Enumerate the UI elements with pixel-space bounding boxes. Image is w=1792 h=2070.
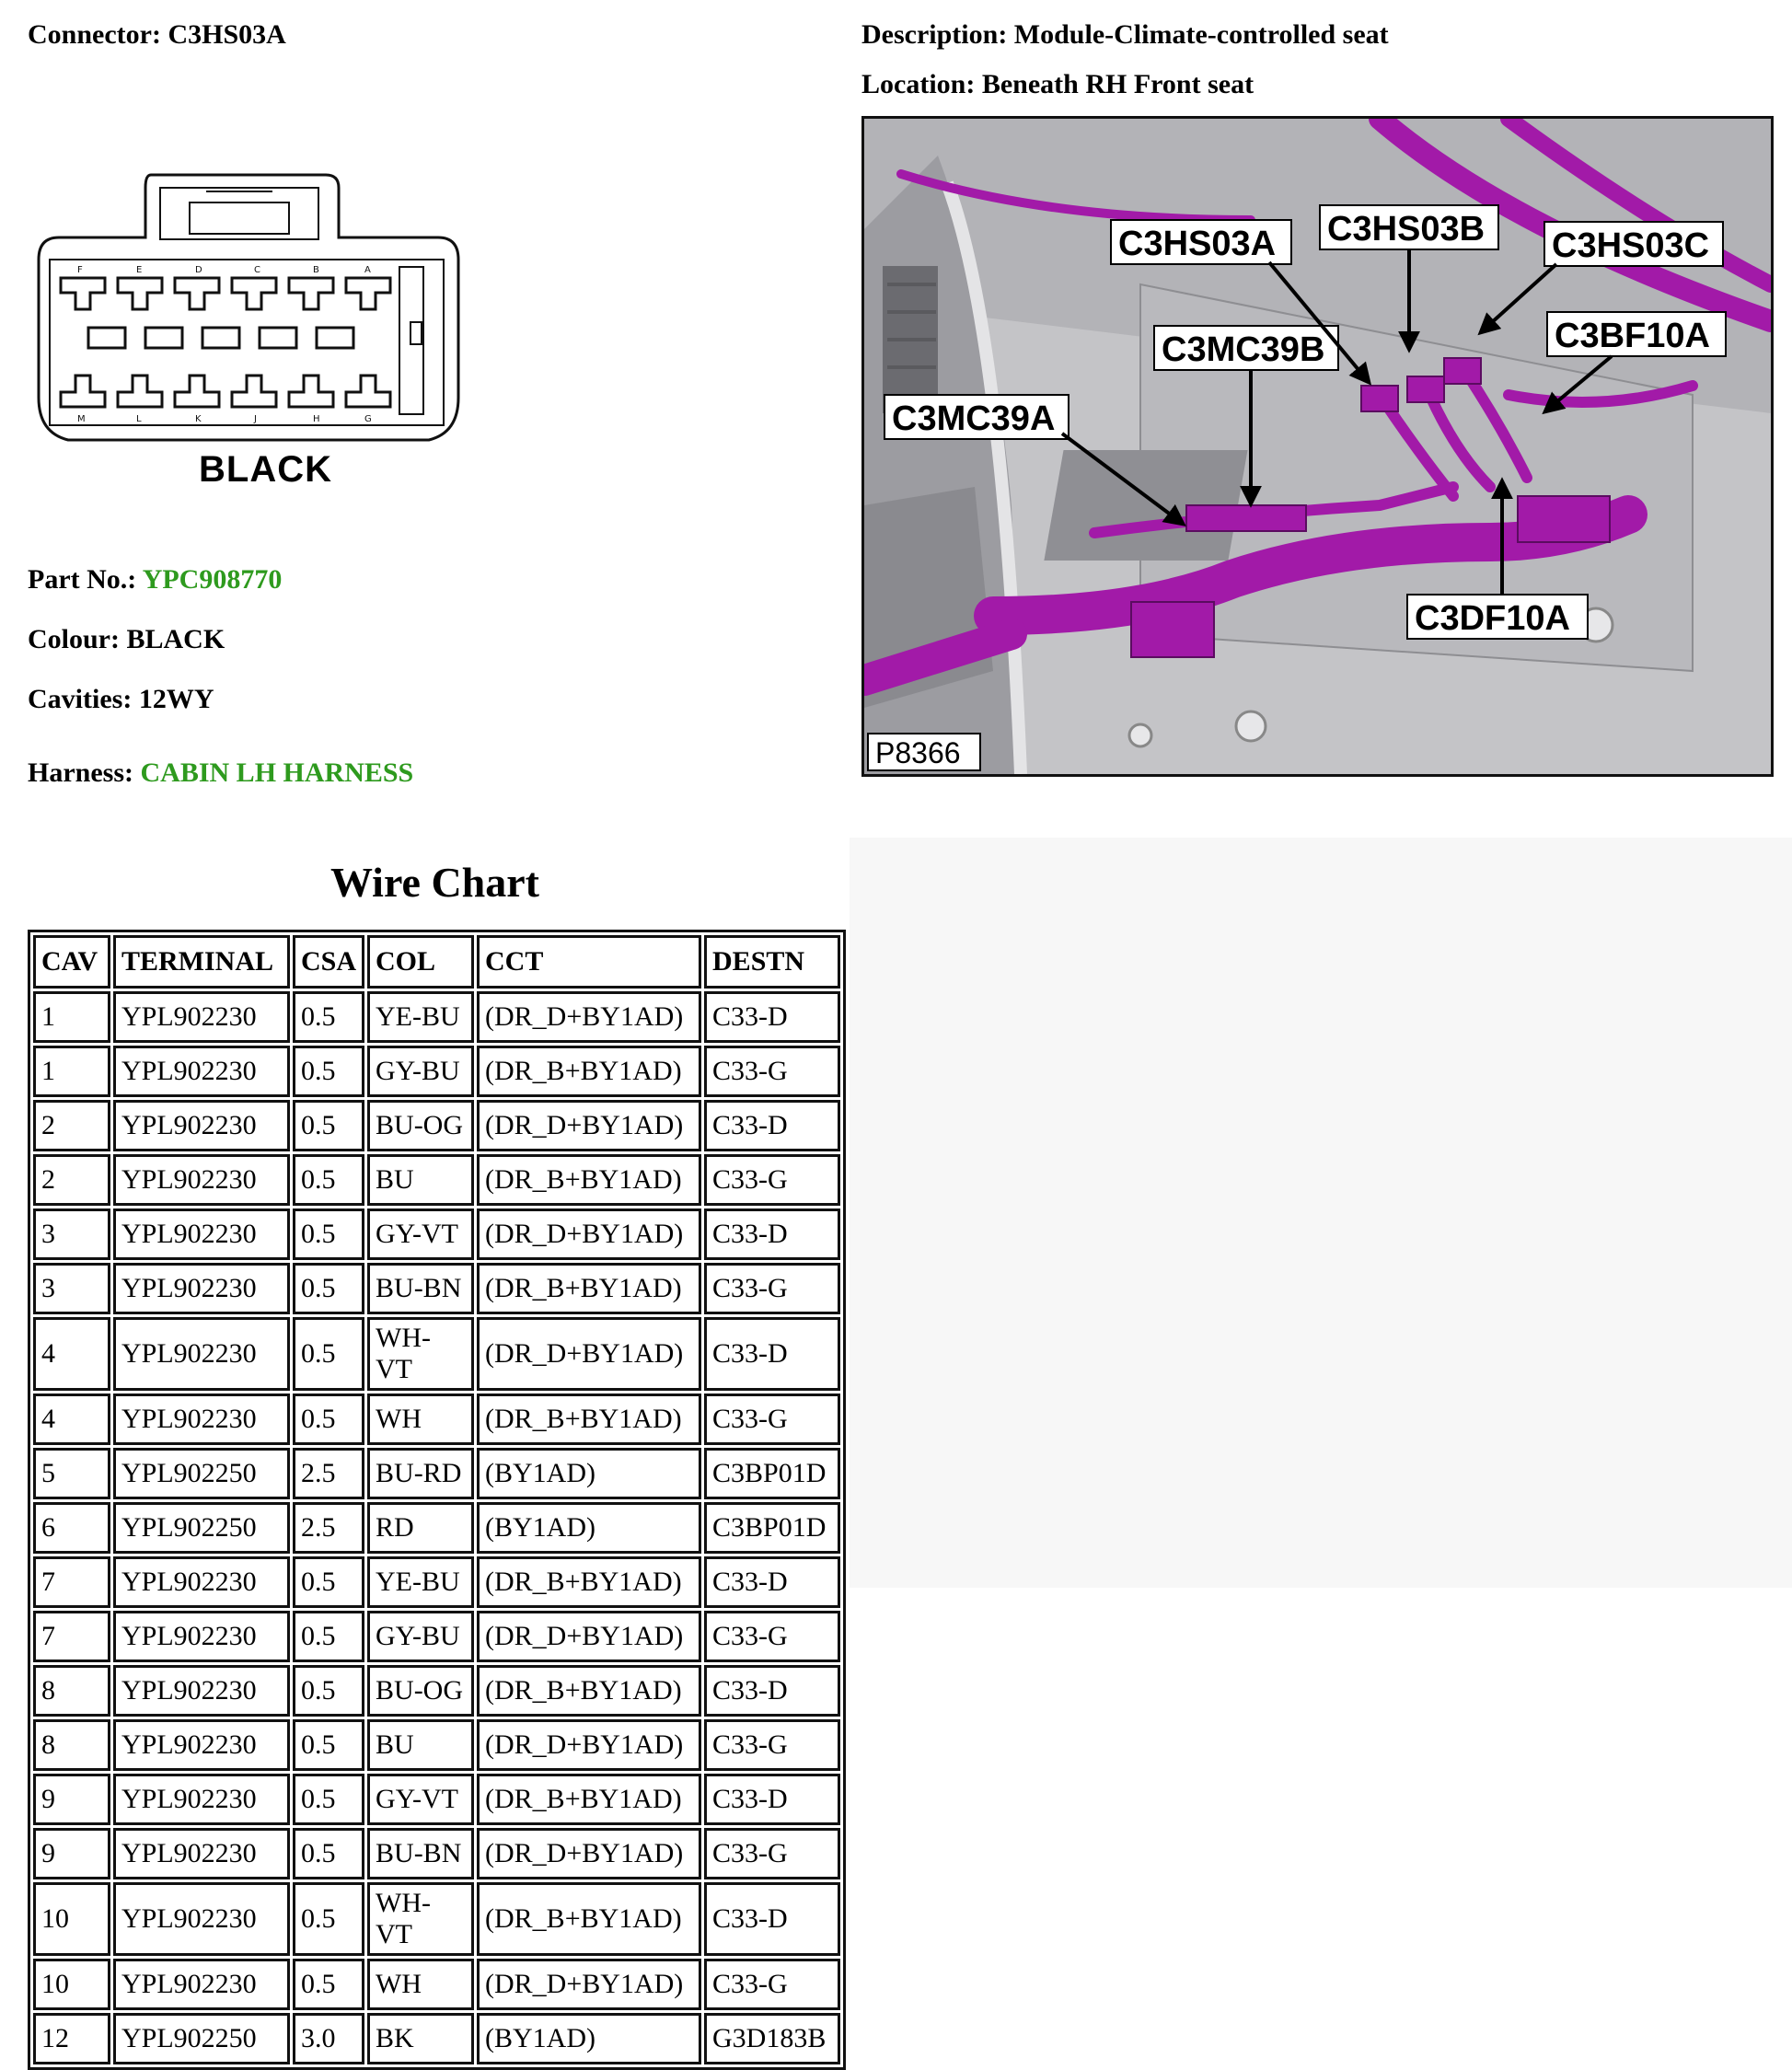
table-row	[33, 1882, 840, 1956]
col-header-col: COL	[367, 935, 474, 989]
table-row	[33, 1502, 840, 1554]
cell-cct: (DR_B+BY1AD)	[477, 1882, 701, 1956]
cell-csa: 2.5	[293, 1502, 364, 1554]
cell-csa: 0.5	[293, 1393, 364, 1445]
cavity-letter: E	[136, 265, 143, 275]
cell-cav: 9	[33, 1828, 110, 1879]
cavity-shape	[289, 278, 333, 309]
cell-terminal: YPL902250	[113, 1448, 290, 1499]
cell-cct: (DR_D+BY1AD)	[477, 1719, 701, 1771]
cavity-slot	[145, 328, 182, 348]
cell-cct: (DR_D+BY1AD)	[477, 1208, 701, 1260]
cell-cav: 8	[33, 1719, 110, 1771]
cell-csa: 0.5	[293, 1100, 364, 1151]
cell-terminal: YPL902230	[113, 1100, 290, 1151]
cell-csa: 0.5	[293, 1317, 364, 1391]
harness-link[interactable]: CABIN LH HARNESS	[140, 757, 414, 788]
cell-cct: (DR_B+BY1AD)	[477, 1556, 701, 1608]
connector-title: Connector: C3HS03A	[28, 19, 286, 50]
cell-cav: 8	[33, 1665, 110, 1717]
callout-label: C3MC39B	[1162, 330, 1325, 369]
table-row	[33, 991, 840, 1043]
cell-col: WH	[367, 1393, 474, 1445]
cavity-letter: A	[364, 265, 371, 275]
cell-csa: 0.5	[293, 1774, 364, 1825]
cell-cav: 3	[33, 1208, 110, 1260]
table-row	[33, 1959, 840, 2010]
cell-terminal: YPL902230	[113, 1317, 290, 1391]
cell-terminal: YPL902230	[113, 1208, 290, 1260]
cell-destn: C33-G	[704, 1611, 840, 1662]
cell-destn: G3D183B	[704, 2013, 840, 2064]
colour-label: Colour:	[28, 624, 120, 654]
cell-cct: (DR_D+BY1AD)	[477, 1317, 701, 1391]
connector-colour-label: BLACK	[199, 449, 332, 490]
cell-cav: 1	[33, 1046, 110, 1097]
cell-csa: 0.5	[293, 991, 364, 1043]
cell-col: BU-RD	[367, 1448, 474, 1499]
cell-cav: 7	[33, 1611, 110, 1662]
cell-destn: C33-G	[704, 1393, 840, 1445]
colour-value: BLACK	[126, 624, 225, 654]
cell-cav: 6	[33, 1502, 110, 1554]
cavity-slot	[260, 328, 296, 348]
cell-destn: C33-D	[704, 1556, 840, 1608]
cell-terminal: YPL902230	[113, 1154, 290, 1206]
cell-cct: (DR_D+BY1AD)	[477, 991, 701, 1043]
cell-cct: (DR_B+BY1AD)	[477, 1665, 701, 1717]
cavity-letter: D	[195, 265, 202, 275]
cell-cav: 12	[33, 2013, 110, 2064]
cell-csa: 0.5	[293, 1882, 364, 1956]
cell-destn: C33-D	[704, 1774, 840, 1825]
cell-col: GY-BU	[367, 1046, 474, 1097]
cell-destn: C33-G	[704, 1263, 840, 1314]
cell-cav: 4	[33, 1393, 110, 1445]
location-illustration	[864, 119, 1771, 774]
cavity-slot	[88, 328, 125, 348]
cell-col: WH	[367, 1959, 474, 2010]
colour-row	[28, 623, 225, 656]
callout-label: C3HS03A	[1118, 225, 1277, 263]
cell-terminal: YPL902230	[113, 1719, 290, 1771]
col-header-terminal: TERMINAL	[113, 935, 290, 989]
table-header-row	[33, 935, 840, 989]
table-row	[33, 1774, 840, 1825]
callout-label: C3HS03B	[1327, 210, 1486, 249]
cell-terminal: YPL902230	[113, 1393, 290, 1445]
part-number-link[interactable]: YPC908770	[142, 564, 283, 595]
callout-label: C3MC39A	[892, 399, 1056, 438]
cavity-shape	[289, 376, 333, 407]
cavities-label: Cavities:	[28, 684, 133, 714]
cavity-shape	[175, 376, 219, 407]
callout-label: C3HS03C	[1552, 226, 1710, 265]
cavity-letter: F	[77, 265, 83, 275]
table-row	[33, 2013, 840, 2064]
cavity-letter: J	[254, 414, 257, 424]
cell-cct: (BY1AD)	[477, 1502, 701, 1554]
cell-terminal: YPL902230	[113, 1882, 290, 1956]
cell-destn: C33-D	[704, 1665, 840, 1717]
cell-cav: 2	[33, 1154, 110, 1206]
cell-terminal: YPL902230	[113, 1828, 290, 1879]
cell-col: WH-VT	[367, 1317, 474, 1391]
col-header-destn: DESTN	[704, 935, 840, 989]
col-header-csa: CSA	[293, 935, 364, 989]
cavity-shape	[61, 376, 105, 407]
cell-destn: C33-D	[704, 991, 840, 1043]
cell-col: BU-BN	[367, 1263, 474, 1314]
part-number-row	[28, 563, 282, 596]
table-row	[33, 1665, 840, 1717]
cavity-letter: M	[77, 414, 86, 424]
cavity-letter: B	[313, 265, 319, 275]
cavity-shape	[175, 278, 219, 309]
table-row	[33, 1208, 840, 1260]
table-row	[33, 1719, 840, 1771]
cell-cct: (DR_B+BY1AD)	[477, 1393, 701, 1445]
cell-cct: (BY1AD)	[477, 1448, 701, 1499]
cell-col: BU-BN	[367, 1828, 474, 1879]
cell-terminal: YPL902230	[113, 991, 290, 1043]
cell-csa: 0.5	[293, 1208, 364, 1260]
cell-terminal: YPL902230	[113, 1556, 290, 1608]
cell-col: BU	[367, 1154, 474, 1206]
cell-col: YE-BU	[367, 991, 474, 1043]
cell-cct: (DR_B+BY1AD)	[477, 1154, 701, 1206]
cell-col: BU-OG	[367, 1665, 474, 1717]
cavity-letter: K	[195, 414, 202, 424]
cell-destn: C3BP01D	[704, 1448, 840, 1499]
cell-csa: 3.0	[293, 2013, 364, 2064]
table-row	[33, 1317, 840, 1391]
cavities-value: 12WY	[138, 684, 214, 714]
cell-destn: C33-D	[704, 1208, 840, 1260]
cell-destn: C33-G	[704, 1959, 840, 2010]
table-row	[33, 1556, 840, 1608]
cell-col: BK	[367, 2013, 474, 2064]
cell-destn: C33-D	[704, 1317, 840, 1391]
location-text: Location: Beneath RH Front seat	[861, 69, 1254, 99]
cell-cav: 9	[33, 1774, 110, 1825]
cell-cct: (DR_B+BY1AD)	[477, 1774, 701, 1825]
cell-terminal: YPL902230	[113, 1046, 290, 1097]
cell-csa: 0.5	[293, 1046, 364, 1097]
cell-terminal: YPL902250	[113, 2013, 290, 2064]
table-row	[33, 1611, 840, 1662]
cell-cav: 1	[33, 991, 110, 1043]
cell-csa: 0.5	[293, 1263, 364, 1314]
figure-id: P8366	[875, 736, 961, 769]
empty-panel	[850, 838, 1792, 1588]
cavity-shape	[118, 278, 162, 309]
cell-terminal: YPL902250	[113, 1502, 290, 1554]
cavity-shape	[232, 278, 276, 309]
table-row	[33, 1393, 840, 1445]
cell-cav: 2	[33, 1100, 110, 1151]
col-header-cav: CAV	[33, 935, 110, 989]
cell-terminal: YPL902230	[113, 1665, 290, 1717]
cell-destn: C33-D	[704, 1100, 840, 1151]
cavity-shape	[232, 376, 276, 407]
cell-col: GY-VT	[367, 1774, 474, 1825]
cavities-row	[28, 683, 214, 716]
harness-label: Harness:	[28, 757, 133, 788]
cell-col: GY-VT	[367, 1208, 474, 1260]
cell-cct: (DR_D+BY1AD)	[477, 1959, 701, 2010]
cavity-letter: G	[364, 414, 372, 424]
cavity-letter: H	[313, 414, 320, 424]
cell-terminal: YPL902230	[113, 1611, 290, 1662]
cell-col: BU	[367, 1719, 474, 1771]
cell-csa: 0.5	[293, 1828, 364, 1879]
cell-cav: 3	[33, 1263, 110, 1314]
cavity-slot	[202, 328, 239, 348]
wire-chart-title: Wire Chart	[330, 859, 539, 906]
cell-cct: (DR_D+BY1AD)	[477, 1828, 701, 1879]
wire-chart-table	[28, 930, 846, 2070]
callout-label: C3DF10A	[1415, 599, 1570, 638]
cell-col: WH-VT	[367, 1882, 474, 1956]
cavity-shape	[346, 278, 390, 309]
table-row	[33, 1154, 840, 1206]
cell-col: BU-OG	[367, 1100, 474, 1151]
cell-cct: (DR_B+BY1AD)	[477, 1263, 701, 1314]
cell-destn: C3BP01D	[704, 1502, 840, 1554]
cell-cav: 10	[33, 1882, 110, 1956]
cell-cct: (DR_D+BY1AD)	[477, 1611, 701, 1662]
table-row	[33, 1046, 840, 1097]
cell-destn: C33-G	[704, 1154, 840, 1206]
cell-destn: C33-G	[704, 1719, 840, 1771]
cell-csa: 0.5	[293, 1665, 364, 1717]
cell-csa: 2.5	[293, 1448, 364, 1499]
callout-label: C3BF10A	[1555, 317, 1710, 355]
cell-csa: 0.5	[293, 1719, 364, 1771]
table-row	[33, 1828, 840, 1879]
cell-csa: 0.5	[293, 1556, 364, 1608]
cell-terminal: YPL902230	[113, 1959, 290, 2010]
cell-csa: 0.5	[293, 1154, 364, 1206]
connector-face-diagram	[33, 156, 466, 451]
cell-csa: 0.5	[293, 1611, 364, 1662]
cell-cct: (BY1AD)	[477, 2013, 701, 2064]
cell-cct: (DR_D+BY1AD)	[477, 1100, 701, 1151]
table-row	[33, 1100, 840, 1151]
cavity-letter: C	[254, 265, 260, 275]
cell-destn: C33-D	[704, 1882, 840, 1956]
part-number-label: Part No.:	[28, 564, 137, 595]
cavity-letter: L	[136, 414, 142, 424]
wire-chart-body	[33, 991, 840, 2064]
cell-cav: 7	[33, 1556, 110, 1608]
table-row	[33, 1263, 840, 1314]
cell-col: RD	[367, 1502, 474, 1554]
table-row	[33, 1448, 840, 1499]
cell-cav: 10	[33, 1959, 110, 2010]
cell-destn: C33-G	[704, 1828, 840, 1879]
cell-csa: 0.5	[293, 1959, 364, 2010]
cell-terminal: YPL902230	[113, 1774, 290, 1825]
col-header-cct: CCT	[477, 935, 701, 989]
cell-col: GY-BU	[367, 1611, 474, 1662]
cavity-shape	[346, 376, 390, 407]
cavity-slot	[317, 328, 353, 348]
cell-cav: 4	[33, 1317, 110, 1391]
cell-destn: C33-G	[704, 1046, 840, 1097]
harness-row	[28, 757, 413, 790]
cell-cav: 5	[33, 1448, 110, 1499]
cell-terminal: YPL902230	[113, 1263, 290, 1314]
cavity-shape	[61, 278, 105, 309]
cell-cct: (DR_B+BY1AD)	[477, 1046, 701, 1097]
cell-col: YE-BU	[367, 1556, 474, 1608]
description-text: Description: Module-Climate-controlled seat	[861, 19, 1389, 50]
location-photo	[861, 116, 1774, 777]
cavity-shape	[118, 376, 162, 407]
